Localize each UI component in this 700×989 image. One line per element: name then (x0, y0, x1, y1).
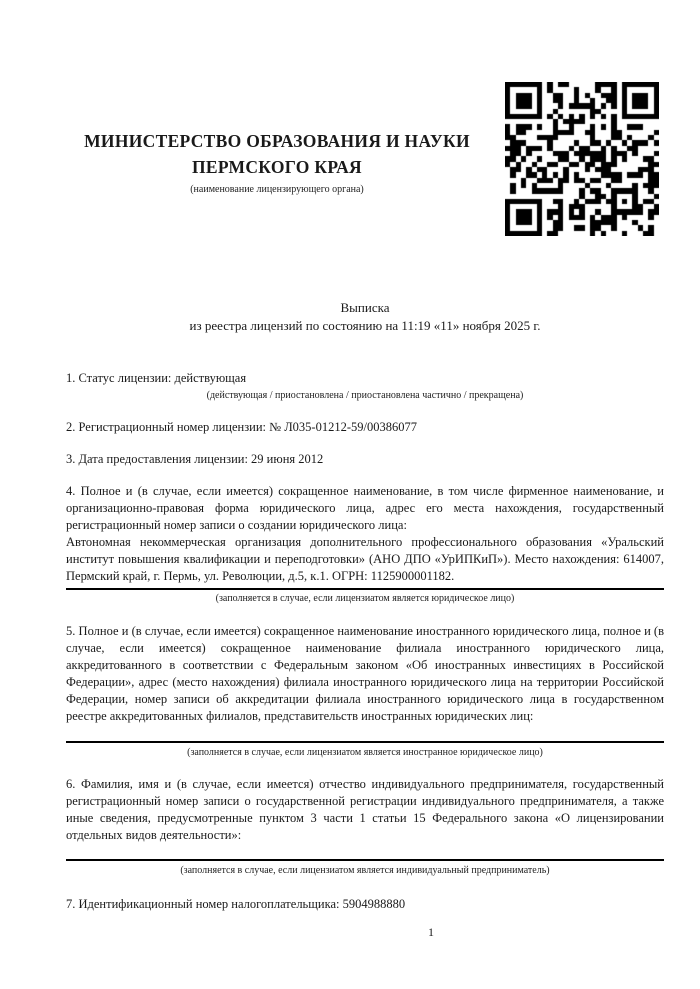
section-license-status (66, 370, 664, 402)
taxpayer-id-text: 7. Идентификационный номер налогоплательщика: 5904988880 (66, 897, 406, 911)
legal-entity-question: 4. Полное и (в случае, если имеется) сокращенное наименование, в том числе фирменное наименование, и организационно-правовая форма юридического лица, адрес его места нахождения, государственный регистрационный номер записи о создании юридического лица: (66, 484, 664, 532)
foreign-entity-rule (66, 741, 664, 743)
ministry-name-line1: МИНИСТЕРСТВО ОБРАЗОВАНИЯ И НАУКИ (84, 131, 470, 151)
foreign-entity-caption: (заполняется в случае, если лицензиатом является иностранное юридическое лицо) (187, 747, 543, 758)
page-number: 1 (428, 925, 434, 939)
entrepreneur-rule (66, 859, 664, 861)
grant-date-text: 3. Дата предоставления лицензии: 29 июня 2012 (66, 452, 324, 466)
entrepreneur-caption: (заполняется в случае, если лицензиатом является индивидуальный предприниматель) (180, 865, 550, 876)
section-registration-number (66, 419, 664, 436)
section-taxpayer-id (66, 896, 664, 913)
license-status-caption: (действующая / приостановлена / приостановлена частично / прекращена) (206, 390, 524, 401)
license-status-text: 1. Статус лицензии: действующая (66, 371, 247, 385)
section-individual-entrepreneur (66, 776, 664, 877)
registration-number-text: 2. Регистрационный номер лицензии: № Л035-01212-59/00386077 (66, 420, 417, 434)
entrepreneur-question: 6. Фамилия, имя и (в случае, если имеется) отчество индивидуального предпринимателя, государственный регистрационный номер записи о государственной регистрации индивидуального предпринимателя, а также иные сведения, предусмотренные пунктом 3 части 1 статьи 15 Федерального закона «О лицензировании отдельных видов деятельности»: (66, 777, 664, 842)
legal-entity-answer: Автономная некоммерческая организация дополнительного профессионального образования «Уральский институт повышения квалификации и переподготовки» (АНО ДПО «УрИПКиП»). Место нахождения: 614007, Пермский край, г. Пермь, ул. Революции, д.5, к.1. ОГРН: 1125900001182. (66, 535, 664, 583)
document-title-line1: Выписка (340, 300, 390, 315)
section-legal-entity (66, 483, 664, 605)
document-title-line2: из реестра лицензий по состоянию на 11:19 «11» ноября 2025 г. (189, 317, 541, 333)
section-grant-date (66, 451, 664, 468)
document-body (66, 0, 664, 989)
ministry-name-line2: ПЕРМСКОГО КРАЯ (192, 157, 362, 177)
ministry-name-caption: (наименование лицензирующего органа) (190, 184, 364, 195)
foreign-entity-question: 5. Полное и (в случае, если имеется) сокращенное наименование иностранного юридического лица, полное и (в случае, если имеется) сокращенное наименование филиала иностранного юридического лица, аккредитованного в соответствии с Федеральным законом «Об иностранных инвестициях в Российской Федерации», адрес (место нахождения) филиала иностранного юридического лица на территории Российской Федерации, номер записи об аккредитации филиала иностранного юридического лица в государственном реестре аккредитованных филиалов, представительств иностранных юридических лиц: (66, 624, 664, 723)
section-foreign-entity (66, 623, 664, 759)
legal-entity-caption: (заполняется в случае, если лицензиатом является юридическое лицо) (215, 593, 515, 604)
legal-entity-rule (66, 588, 664, 590)
document-title (66, 299, 664, 334)
